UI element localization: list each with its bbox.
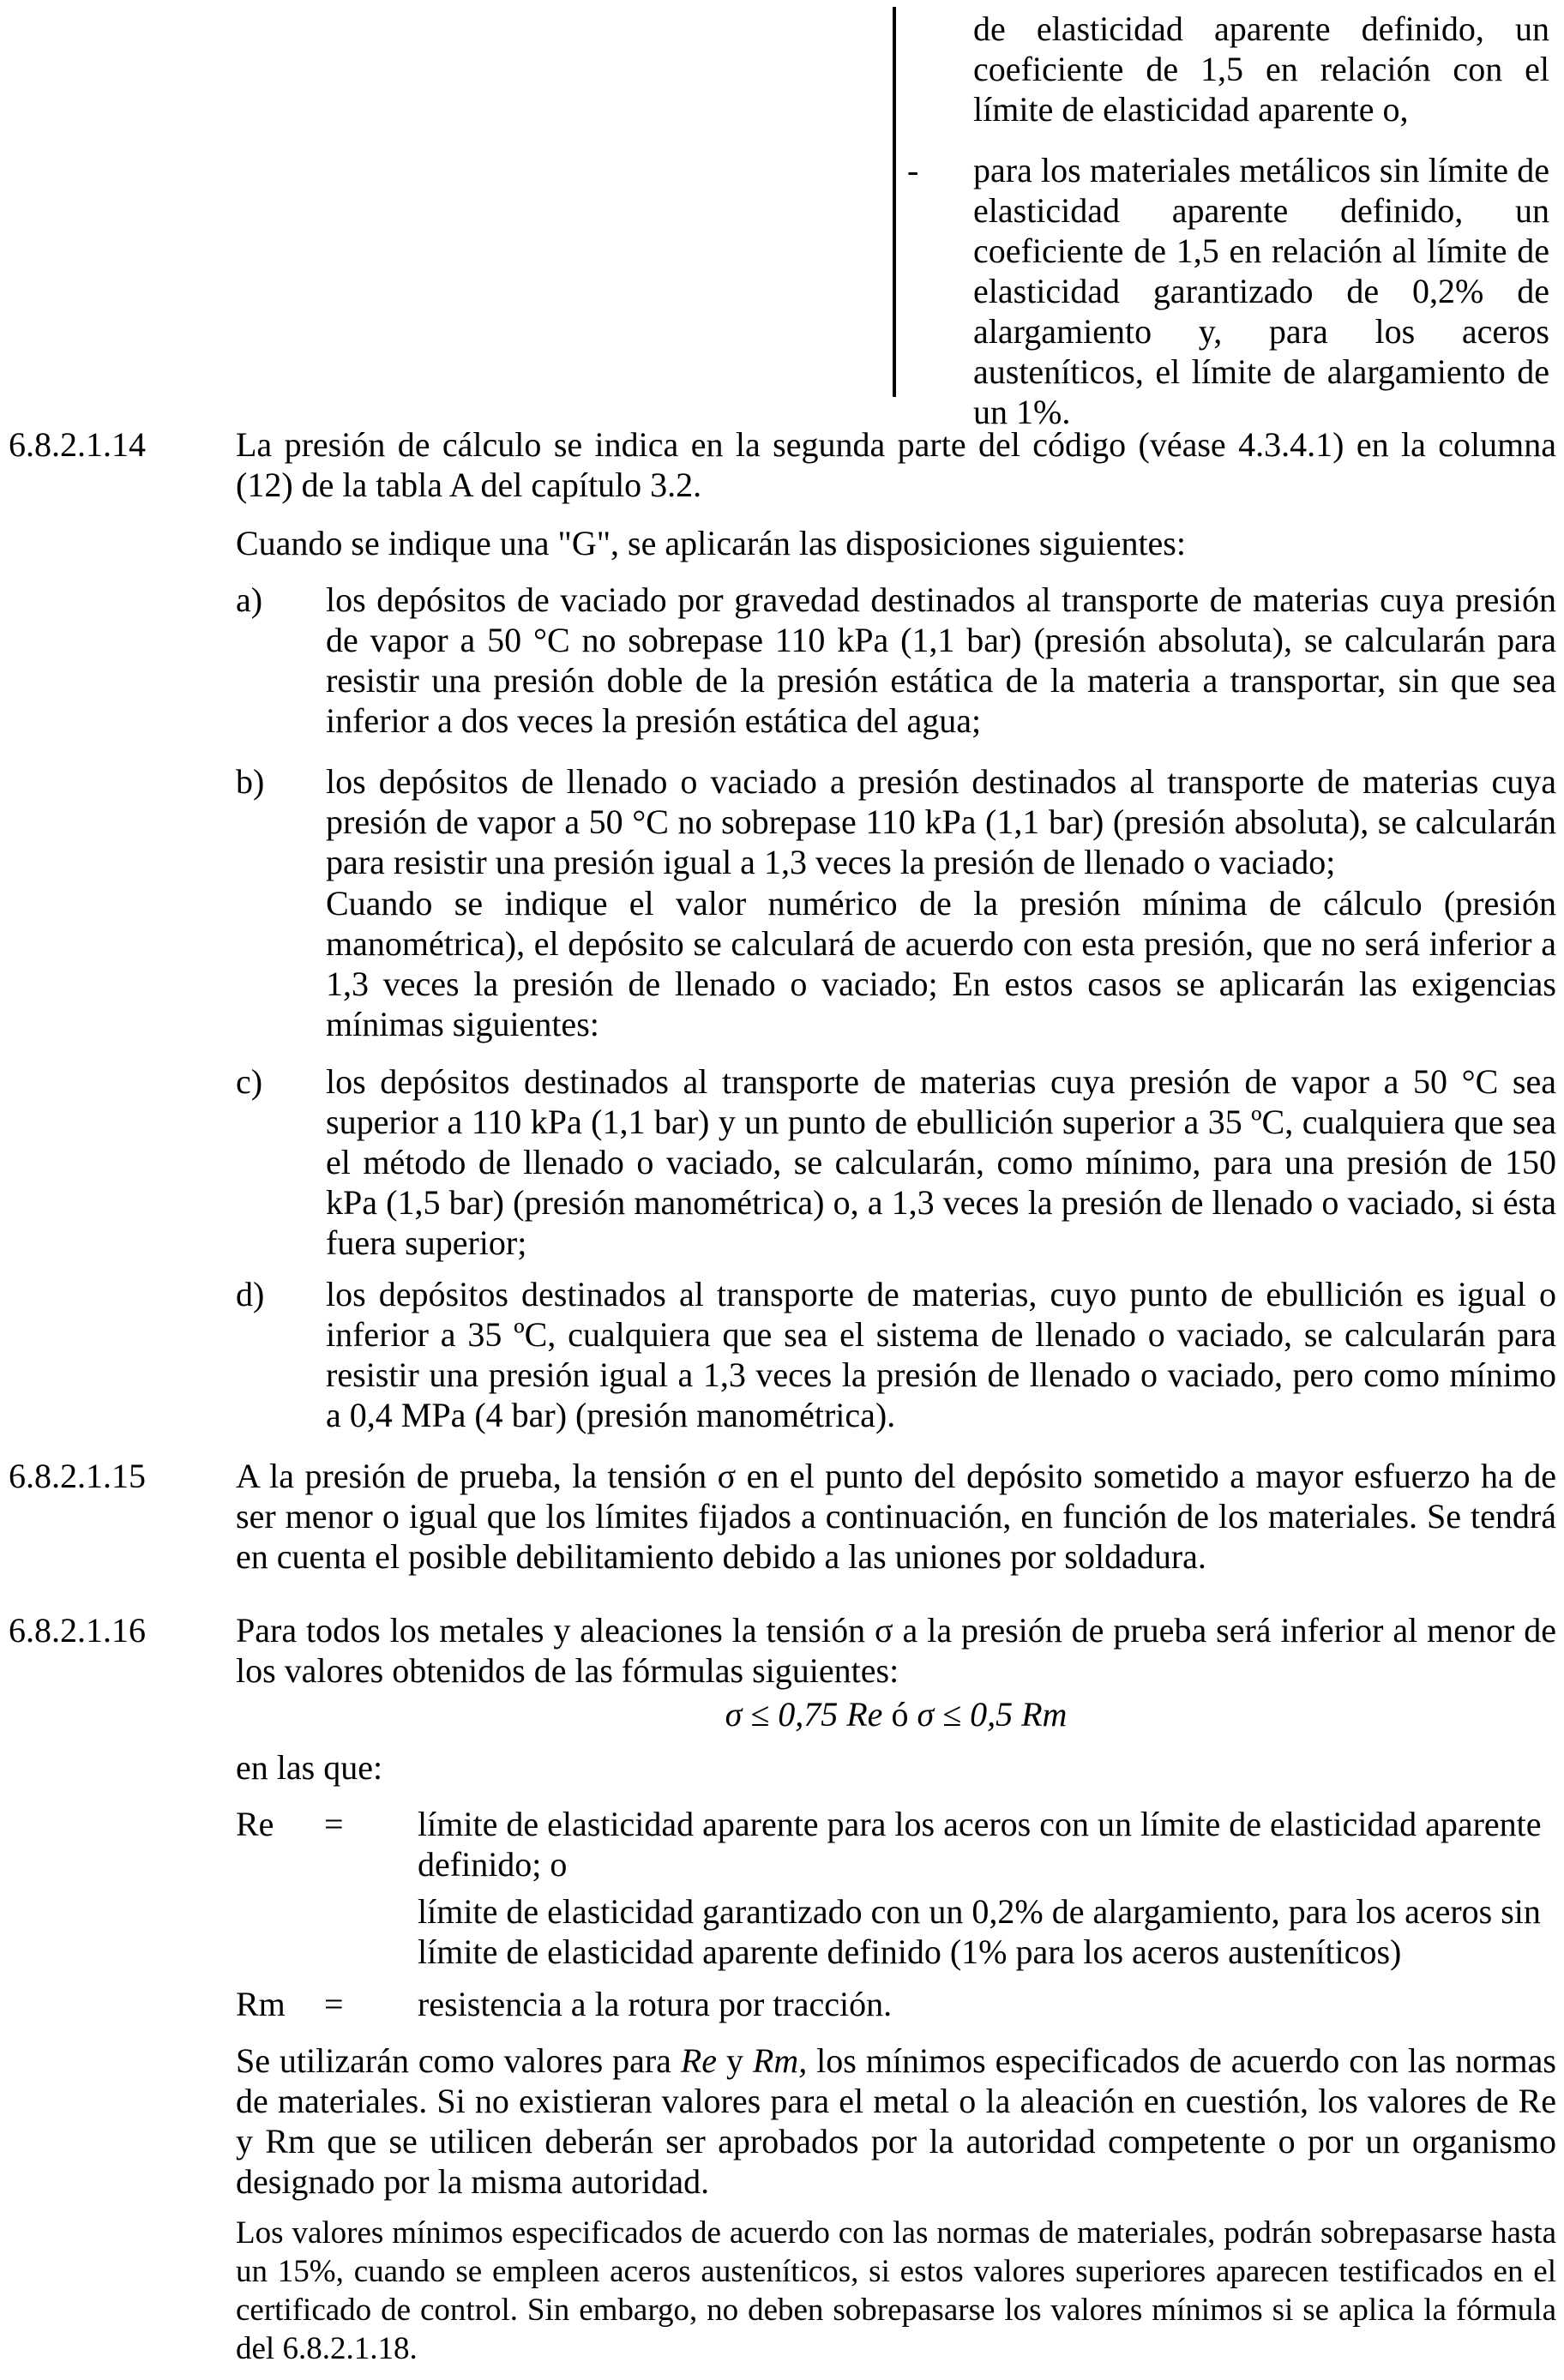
list-dash: - [907, 151, 919, 189]
symbol-rm: Rm, [752, 2041, 808, 2080]
list-label: a) [236, 580, 263, 619]
section-number: 6.8.2.1.16 [9, 1611, 146, 1650]
formula [236, 1694, 1556, 1734]
definition-text: límite de elasticidad garantizado con un 0,2% de alargamiento, para los aceros sin límite de elasticidad aparente definido (1% para los aceros austeníticos) [418, 1892, 1541, 1971]
list-item: los depósitos destinados al transporte de materias, cuyo punto de ebullición es igual o inferior a 35 ºC, cualquiera que sea el sistema de llenado o vaciado, se calcularán para resistir una presión igual a 1,3 veces la presión de llenado o vaciado, pero como mínimo a 0,4 MPa (4 bar) (presión manométrica). [326, 1275, 1556, 1434]
continued-list-item: para los materiales metálicos sin límite de elasticidad aparente definido, un coeficiente de 1,5 en relación al límite de elasticidad garantizado de 0,2% de alargamiento y, para los aceros austeníticos, el límite de alargamiento de un 1%. [973, 151, 1549, 431]
formula-join: ó [891, 1695, 909, 1734]
formula-b: σ ≤ 0,5 Rm [917, 1695, 1068, 1734]
section-paragraph [236, 2040, 1556, 2202]
section-number: 6.8.2.1.15 [9, 1457, 146, 1495]
list-label: c) [236, 1062, 263, 1101]
section-paragraph: La presión de cálculo se indica en la segunda parte del código (véase 4.3.4.1) en la columna (12) de la tabla A del capítulo 3.2. [236, 425, 1556, 504]
list-label: d) [236, 1275, 265, 1313]
list-note: Cuando se indique el valor numérico de la presión mínima de cálculo (presión manométrica), el depósito se calculará de acuerdo con esta presión, que no será inferior a 1,3 veces la presión de llenado o vaciado; En estos casos se aplicarán las exigencias mínimas siguientes: [326, 884, 1556, 1043]
definition-text: límite de elasticidad aparente para los aceros con un límite de elasticidad aparente definido; o [418, 1805, 1542, 1884]
section-paragraph: Cuando se indique una "G", se aplicarán las disposiciones siguientes: [236, 524, 1186, 562]
section-paragraph: Los valores mínimos especificados de acuerdo con las normas de materiales, podrán sobrepasarse hasta un 15%, cuando se empleen aceros austeníticos, si estos valores superiores aparecen testificados en el certificado de control. Sin embargo, no deben sobrepasarse los valores mínimos si se aplica la fórmula del 6.8.2.1.18. [236, 2215, 1556, 2366]
definition-equals: = [324, 1985, 344, 2023]
text-run: y [717, 2041, 753, 2080]
formula-a: σ ≤ 0,75 Re [725, 1695, 883, 1734]
definition-text: resistencia a la rotura por tracción. [418, 1985, 893, 2023]
symbol-re: Re [680, 2041, 718, 2080]
section-paragraph: Para todos los metales y aleaciones la tensión σ a la presión de prueba será inferior al menor de los valores obtenidos de las fórmulas siguientes: [236, 1611, 1556, 1690]
text-run: los mínimos especificados de acuerdo con las normas de materiales. Si no existieran valores para el metal o la aleación en cuestión, los valores de Re y Rm que se utilicen deberán ser aprobados por la autoridad competente o por un organismo designado por la misma autoridad. [236, 2041, 1556, 2201]
section-number: 6.8.2.1.14 [9, 425, 146, 464]
list-item: los depósitos de vaciado por gravedad destinados al transporte de materias cuya presión de vapor a 50 °C no sobrepase 110 kPa (1,1 bar) (presión absoluta), se calcularán para resistir una presión doble de la presión estática de la materia a transportar, sin que sea inferior a dos veces la presión estática del agua; [326, 580, 1556, 740]
definition-symbol: Rm [236, 1985, 286, 2023]
definition-symbol: Re [236, 1805, 274, 1843]
list-label: b) [236, 762, 265, 801]
continued-text: de elasticidad aparente definido, un coeficiente de 1,5 en relación con el límite de elasticidad aparente o, [973, 9, 1549, 129]
definition-equals: = [324, 1805, 344, 1843]
text-run: Se utilizarán como valores para [236, 2041, 681, 2080]
where-label: en las que: [236, 1748, 383, 1787]
section-paragraph: A la presión de prueba, la tensión σ en el punto del depósito sometido a mayor esfuerzo ha de ser menor o igual que los límites fijados a continuación, en función de los materiales. Se tendrá en cuenta el posible debilitamiento debido a las uniones por soldadura. [236, 1457, 1556, 1576]
change-bar [893, 7, 896, 397]
list-item: los depósitos de llenado o vaciado a presión destinados al transporte de materias cuya presión de vapor a 50 °C no sobrepase 110 kPa (1,1 bar) (presión absoluta), se calcularán para resistir una presión igual a 1,3 veces la presión de llenado o vaciado; [326, 762, 1556, 881]
list-item: los depósitos destinados al transporte de materias cuya presión de vapor a 50 °C sea superior a 110 kPa (1,1 bar) y un punto de ebullición superior a 35 ºC, cualquiera que sea el método de llenado o vaciado, se calcularán, como mínimo, para una presión de 150 kPa (1,5 bar) (presión manométrica) o, a 1,3 veces la presión de llenado o vaciado, si ésta fuera superior; [326, 1062, 1556, 1262]
